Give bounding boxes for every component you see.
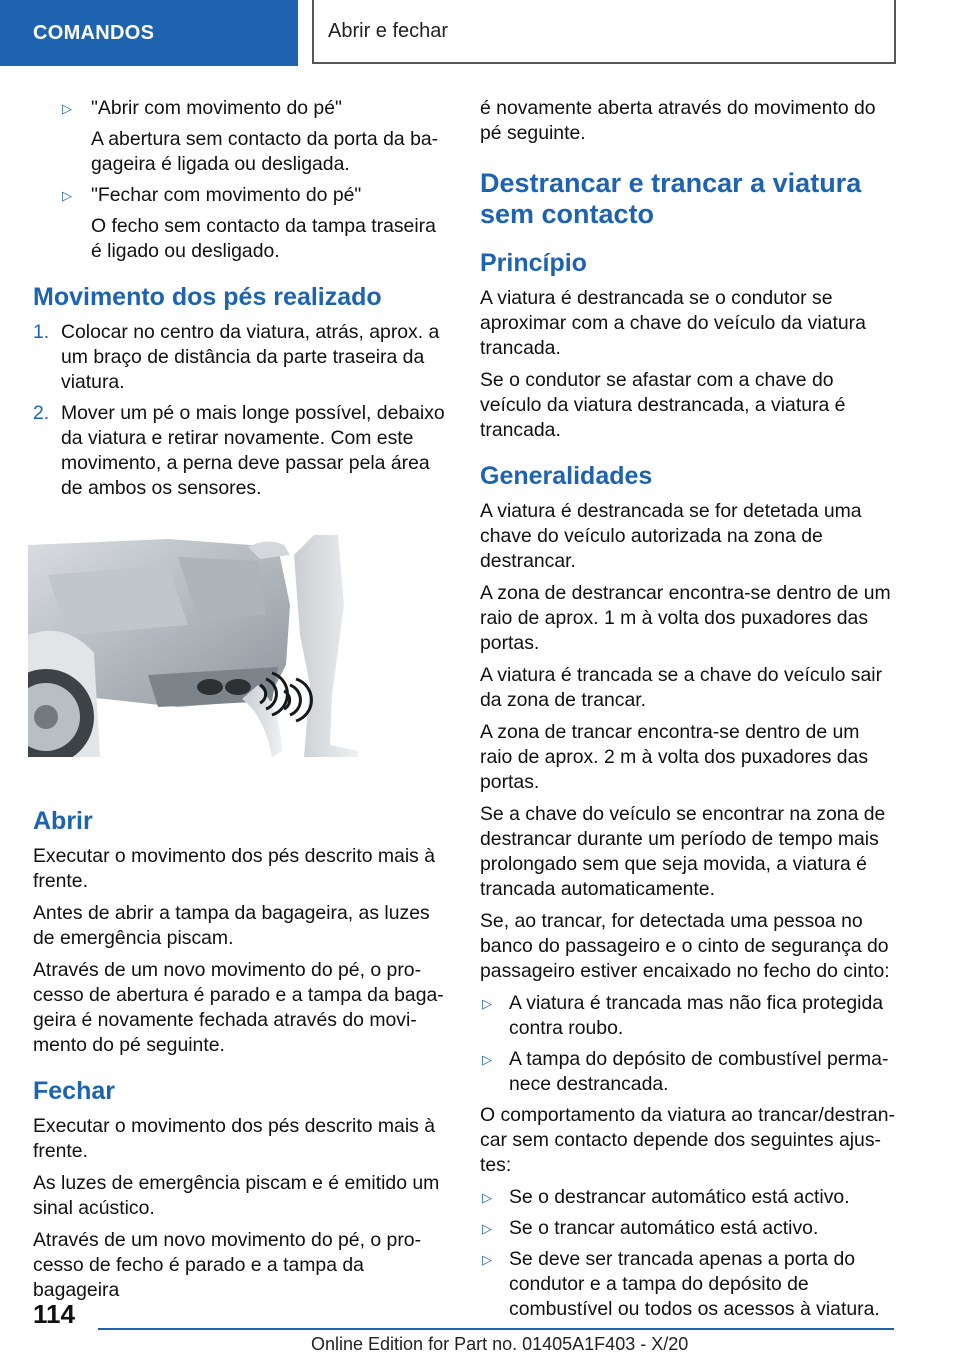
step-text: Colocar no centro da viatura, atrás, aprox. a um braço de distância da parte traseira da viatura.	[61, 321, 440, 393]
paragraph: Se o condutor se afastar com a chave do veículo da viatura destrancada, a viatura é trancada.	[480, 369, 846, 441]
paragraph: Se a chave do veículo se encontrar na zona de destrancar durante um período de tempo mais prolongado sem que seja movida, a viatura é trancada automaticamente.	[480, 803, 886, 900]
list-item	[33, 183, 447, 264]
section-tab[interactable]: COMANDOS	[0, 0, 298, 66]
paragraph: Executar o movimento dos pés descrito mais à frente.	[33, 845, 435, 892]
page-number: 114	[33, 1299, 75, 1329]
step-item	[33, 401, 447, 501]
bullet-text: O fecho sem contacto da tampa traseira é ligado ou desligado.	[91, 215, 436, 262]
paragraph: O comportamento da viatura ao trancar/destrancar sem contacto depende dos seguintes ajustes:	[480, 1104, 895, 1176]
list-item	[480, 1047, 896, 1097]
bullet-title: "Fechar com movimento do pé"	[91, 184, 362, 206]
list-item	[480, 1216, 896, 1241]
heading-keyless: Destrancar e trancar a viatura sem contacto	[480, 168, 862, 229]
paragraph: A zona de trancar encontra-se dentro de um raio de aprox. 2 m à volta dos puxadores das portas.	[480, 721, 869, 793]
heading-principle: Princípio	[480, 249, 587, 277]
step-number: 2.	[33, 402, 50, 424]
foot-movement-illustration	[28, 535, 364, 757]
paragraph: Através de um novo movimento do pé, o processo de fecho é parado e a tampa da bagageira	[33, 1229, 422, 1301]
list-item	[33, 96, 447, 177]
paragraph: A zona de destrancar encontra-se dentro de um raio de aprox. 1 m à volta dos puxadores das portas.	[480, 582, 891, 654]
paragraph: Se, ao trancar, for detectada uma pessoa no banco do passageiro e o cinto de segurança do passageiro estiver encaixado no fecho do cinto:	[480, 910, 890, 982]
list-item	[480, 1247, 896, 1322]
heading-general: Generalidades	[480, 462, 653, 490]
footer-divider	[98, 1328, 894, 1330]
triangle-bullet-icon: ▷	[482, 996, 492, 1011]
left-column	[33, 96, 447, 1310]
paragraph: é novamente aberta através do movimento do pé seguinte.	[480, 97, 876, 144]
triangle-bullet-icon: ▷	[482, 1221, 492, 1236]
bullet-text: Se o destrancar automático está activo.	[509, 1186, 850, 1208]
paragraph: Executar o movimento dos pés descrito mais à frente.	[33, 1115, 435, 1162]
bullet-text: Se deve ser trancada apenas a porta do condutor e a tampa do depósito de combustível ou todos os acessos à viatura.	[509, 1248, 880, 1320]
step-number: 1.	[33, 321, 50, 343]
step-item	[33, 320, 447, 395]
paragraph: A viatura é destrancada se o condutor se aproximar com a chave do veículo da viatura trancada.	[480, 287, 866, 359]
bullet-text: A viatura é trancada mas não fica protegida contra roubo.	[509, 992, 884, 1039]
bullet-text: A tampa do depósito de combustível permanece destrancada.	[509, 1048, 889, 1095]
bullet-title: "Abrir com movimento do pé"	[91, 97, 342, 119]
triangle-bullet-icon: ▷	[62, 188, 72, 203]
triangle-bullet-icon: ▷	[482, 1052, 492, 1067]
bullet-text: Se o trancar automático está activo.	[509, 1217, 819, 1239]
triangle-bullet-icon: ▷	[482, 1190, 492, 1205]
list-item	[480, 991, 896, 1041]
page-header	[0, 0, 960, 66]
triangle-bullet-icon: ▷	[62, 101, 72, 116]
heading-movement: Movimento dos pés realizado	[33, 283, 382, 311]
paragraph: A viatura é trancada se a chave do veículo sair da zona de trancar.	[480, 664, 883, 711]
list-item	[480, 1185, 896, 1210]
edition-note: Online Edition for Part no. 01405A1F403 - X/20	[311, 1334, 689, 1354]
heading-close: Fechar	[33, 1077, 115, 1105]
paragraph: Antes de abrir a tampa da bagageira, as luzes de emergência piscam.	[33, 902, 430, 949]
bullet-text: A abertura sem contacto da porta da bagageira é ligada ou desligada.	[91, 128, 439, 175]
heading-open: Abrir	[33, 807, 93, 835]
paragraph: A viatura é destrancada se for detetada uma chave do veículo autorizada na zona de destrancar.	[480, 500, 862, 572]
triangle-bullet-icon: ▷	[482, 1252, 492, 1267]
step-text: Mover um pé o mais longe possível, debaixo da viatura e retirar novamente. Com este movimento, a perna deve passar pela área de ambos os sensores.	[61, 402, 445, 499]
paragraph: Através de um novo movimento do pé, o processo de abertura é parado e a tampa da bagageira é novamente fechada através do movimento do pé seguinte.	[33, 959, 444, 1056]
paragraph: As luzes de emergência piscam e é emitido um sinal acústico.	[33, 1172, 440, 1219]
chapter-title: Abrir e fechar	[312, 0, 896, 64]
right-column	[480, 96, 896, 1328]
